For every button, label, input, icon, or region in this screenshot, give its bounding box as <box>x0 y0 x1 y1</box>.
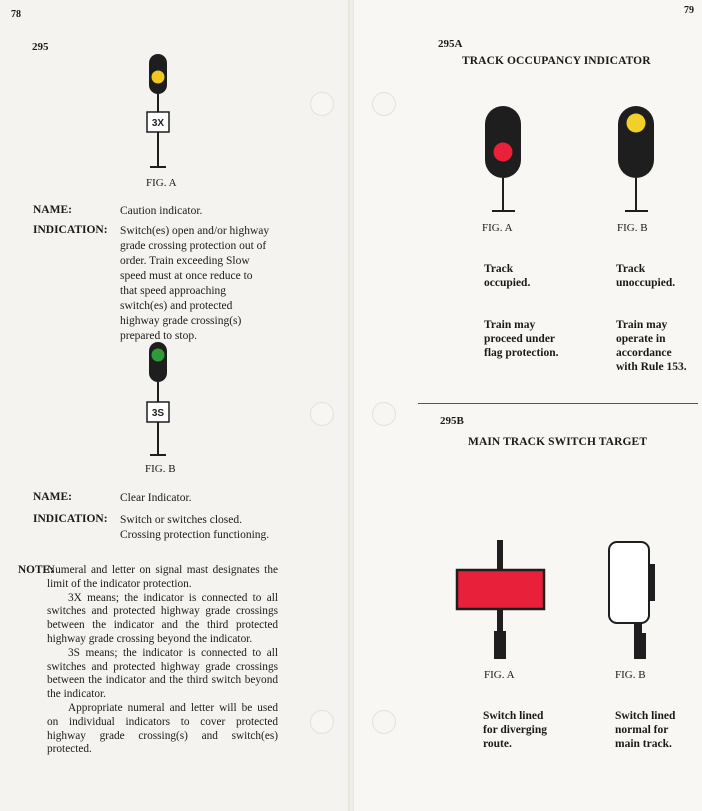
indication-line: highway grade crossing(s) <box>120 315 242 327</box>
name-value: Clear Indicator. <box>120 492 192 504</box>
signal-head <box>485 106 521 178</box>
caption-line: Train may <box>484 319 536 331</box>
name-label: NAME: <box>33 204 72 216</box>
signal-lamp-green <box>152 349 165 362</box>
caption-diverging-route <box>483 709 547 751</box>
mast-sign-text: 3S <box>151 408 165 419</box>
indication-line: Crossing protection functioning. <box>120 529 270 541</box>
track-unoccupied-signal <box>613 100 663 216</box>
signal-lamp-yellow <box>152 71 165 84</box>
caption-line: with Rule 153. <box>616 361 687 373</box>
binder-hole <box>372 710 396 734</box>
indication-line: that speed approaching <box>120 285 227 297</box>
name-label: NAME: <box>33 491 72 503</box>
binder-hole <box>310 92 334 116</box>
target-white-face <box>609 542 649 623</box>
caption-line: accordance <box>616 347 672 359</box>
caption-line: Train may <box>616 319 668 331</box>
sw-fig-a-label: FIG. A <box>484 669 515 681</box>
mast-sign-text: 3X <box>151 118 165 129</box>
caption-track-occupied <box>484 262 530 290</box>
indication-text <box>120 513 300 543</box>
indication-line: speed must at once reduce to <box>120 270 253 282</box>
indication-line: prepared to stop. <box>120 330 197 342</box>
indication-line: switch(es) and protected <box>120 300 233 312</box>
indication-label: INDICATION: <box>33 224 108 236</box>
caution-indicator-signal <box>130 50 190 175</box>
indication-line: Switch(es) open and/or highway <box>120 225 270 237</box>
signal-head <box>149 342 167 382</box>
indication-line: Switch or switches closed. <box>120 514 243 526</box>
binder-hole <box>310 710 334 734</box>
switch-target-diverging <box>455 540 547 666</box>
occ-fig-a-label: FIG. A <box>482 222 513 234</box>
caption-flag-protection <box>484 318 559 360</box>
caption-main-track <box>615 709 675 751</box>
caption-line: unoccupied. <box>616 277 676 289</box>
page-number-right: 79 <box>684 5 694 16</box>
caption-line: normal for <box>615 724 669 736</box>
caption-line: Track <box>484 263 514 275</box>
caption-track-unoccupied <box>616 262 675 290</box>
caption-rule-153 <box>616 318 687 374</box>
caption-line: proceed under <box>484 333 556 345</box>
section-number-295: 295 <box>32 41 49 53</box>
note-paragraph: Numeral and letter on signal mast designates the limit of the indicator protection. <box>47 564 278 590</box>
section-number-295a: 295A <box>438 38 463 50</box>
target-red-face <box>457 570 544 609</box>
fig-b-label: FIG. B <box>145 463 176 475</box>
occ-fig-b-label: FIG. B <box>617 222 648 234</box>
caption-line: route. <box>483 738 512 750</box>
fig-a-label: FIG. A <box>146 177 177 189</box>
note-text <box>47 564 278 757</box>
indication-line: grade crossing protection out of <box>120 240 267 252</box>
caption-line: occupied. <box>484 277 531 289</box>
signal-lamp-red <box>494 143 513 162</box>
binder-hole <box>372 402 396 426</box>
note-label: NOTE: <box>18 564 54 576</box>
note-paragraph: 3X means; the indicator is connected to all switches and protected highway grade crossings between the indicator and the third protected highway grade crossing beyond the indicator. <box>47 591 278 645</box>
binder-hole <box>310 402 334 426</box>
section-divider <box>418 403 698 404</box>
indication-text <box>120 224 300 344</box>
section-number-295b: 295B <box>440 415 464 427</box>
note-paragraph: 3S means; the indicator is connected to all switches and protected highway grade crossings between the indicator and the third switch beyond the indicator. <box>47 646 278 701</box>
caption-line: operate in <box>616 333 666 345</box>
name-value: Caution indicator. <box>120 205 203 217</box>
indication-label: INDICATION: <box>33 513 108 525</box>
indication-line: order. Train exceeding Slow <box>120 255 250 267</box>
binder-hole <box>372 92 396 116</box>
caption-line: for diverging <box>483 724 547 736</box>
caption-line: Switch lined <box>615 710 676 722</box>
track-occupied-signal <box>480 100 530 216</box>
caption-line: Switch lined <box>483 710 544 722</box>
title-switch-target: MAIN TRACK SWITCH TARGET <box>468 436 648 448</box>
switch-target-normal <box>604 538 658 666</box>
signal-lamp-yellow <box>627 114 646 133</box>
caption-line: Track <box>616 263 646 275</box>
sw-fig-b-label: FIG. B <box>615 669 646 681</box>
caption-line: flag protection. <box>484 347 559 359</box>
page-number-left: 78 <box>11 9 21 20</box>
title-track-occupancy: TRACK OCCUPANCY INDICATOR <box>462 55 651 67</box>
clear-indicator-signal <box>130 338 190 462</box>
book-gutter <box>348 0 354 811</box>
caption-line: main track. <box>615 738 672 750</box>
note-paragraph: Appropriate numeral and letter will be used on individual indicators to cover protected highway grade crossing(s) and switch(es) protected. <box>47 701 278 756</box>
